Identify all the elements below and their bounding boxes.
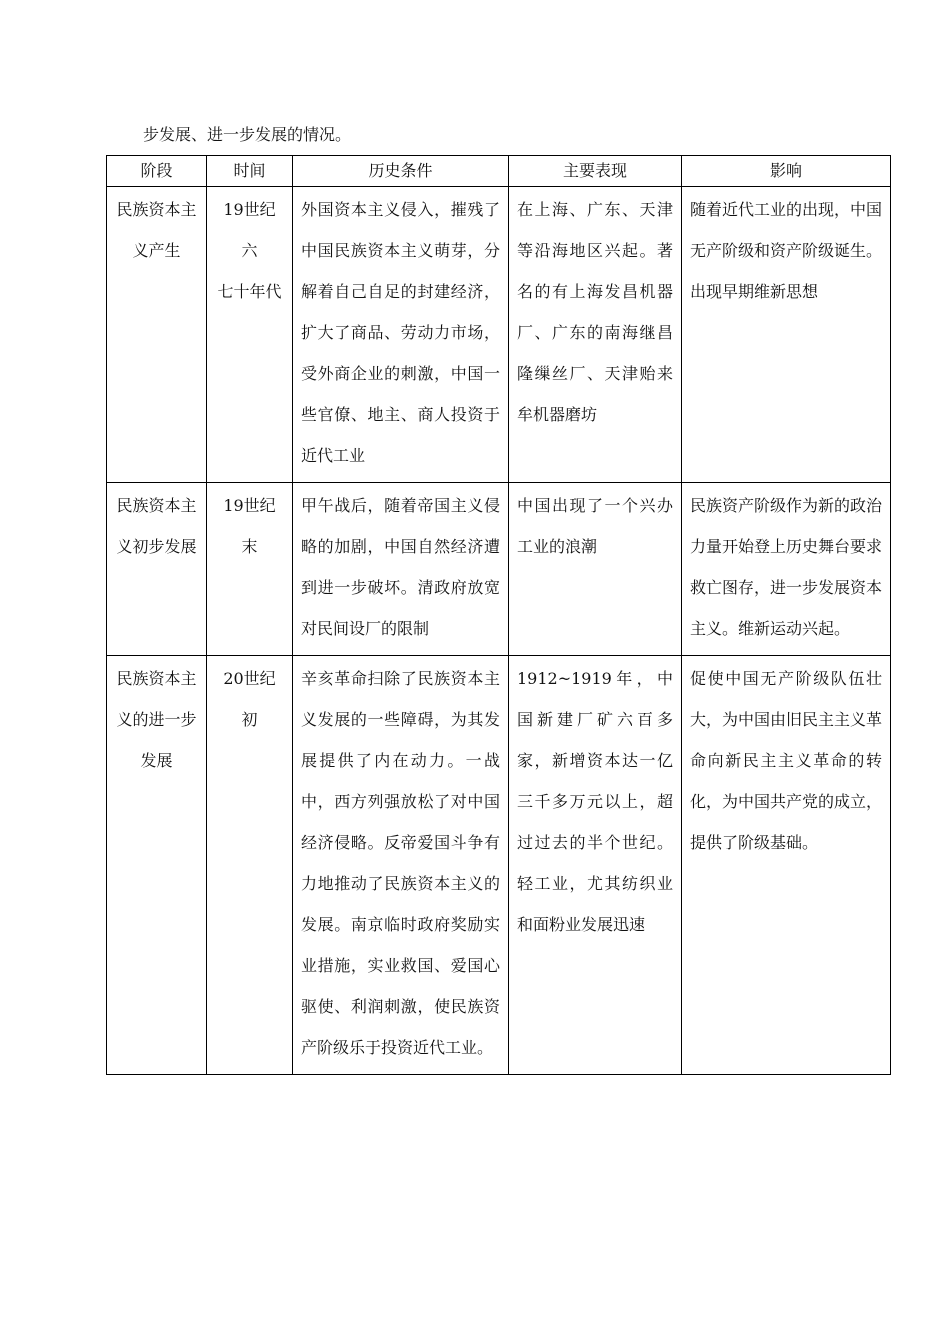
time-line: 六 [241,241,258,260]
stage-cell: 民族资本主义初步发展 [107,483,207,656]
time-line: 19世纪 [223,200,276,219]
header-performance: 主要表现 [509,156,682,187]
header-impact: 影响 [682,156,891,187]
conditions-cell: 辛亥革命扫除了民族资本主义发展的一些障碍，为其发展提供了内在动力。一战中，西方列强放松了对中国经济侵略。反帝爱国斗争有力地推动了民族资本主义的发展。南京临时政府奖励实业措施，实业救国、爱国心驱使、利润刺激，使民族资产阶级乐于投资近代工业。 [293,656,509,1075]
time-line: 19世纪 [223,496,276,515]
intro-text: 步发展、进一步发展的情况。 [143,125,352,144]
time-line: 末 [241,537,258,556]
table-header-row [107,156,891,187]
conditions-cell: 甲午战后，随着帝国主义侵略的加剧，中国自然经济遭到进一步破坏。清政府放宽对民间设厂的限制 [293,483,509,656]
impact-line: 促使中国无产阶级队伍壮大，为中国由旧民主主义革命向新民主主义革命的转化，为中国共产党的成立，提供了阶级基础。 [690,669,883,852]
stage-cell: 民族资本主义的进一步发展 [107,656,207,1075]
stage-cell: 民族资本主义产生 [107,187,207,483]
time-line: 七十年代 [217,282,282,301]
table-row [107,187,891,483]
header-stage: 阶段 [107,156,207,187]
impact-cell [682,187,891,483]
impact-cell [682,483,891,656]
performance-cell: 在上海、广东、天津等沿海地区兴起。著名的有上海发昌机器厂、广东的南海继昌隆缫丝厂、天津贻来牟机器磨坊 [509,187,682,483]
time-line: 20世纪 [223,669,276,688]
impact-line: 随着近代工业的出现，中国无产阶级和资产阶级诞生。 [690,200,883,260]
performance-cell: 中国出现了一个兴办工业的浪潮 [509,483,682,656]
impact-line: 出现早期维新思想 [690,282,819,301]
header-conditions: 历史条件 [293,156,509,187]
conditions-cell: 外国资本主义侵入，摧残了中国民族资本主义萌芽，分解着自己自足的封建经济，扩大了商品、劳动力市场，受外商企业的刺激，中国一些官僚、地主、商人投资于近代工业 [293,187,509,483]
performance-cell: 1912~1919年，中国新建厂矿六百多家，新增资本达一亿三千多万元以上，超过过去的半个世纪。轻工业，尤其纺织业和面粉业发展迅速 [509,656,682,1075]
impact-cell [682,656,891,1075]
time-cell [207,187,293,483]
header-time: 时间 [207,156,293,187]
table-row [107,483,891,656]
history-table [106,155,891,1075]
impact-line: 民族资产阶级作为新的政治力量开始登上历史舞台要求救亡图存，进一步发展资本主义。维新运动兴起。 [690,496,883,638]
time-line: 初 [241,710,258,729]
time-cell [207,656,293,1075]
time-cell [207,483,293,656]
table-row [107,656,891,1075]
